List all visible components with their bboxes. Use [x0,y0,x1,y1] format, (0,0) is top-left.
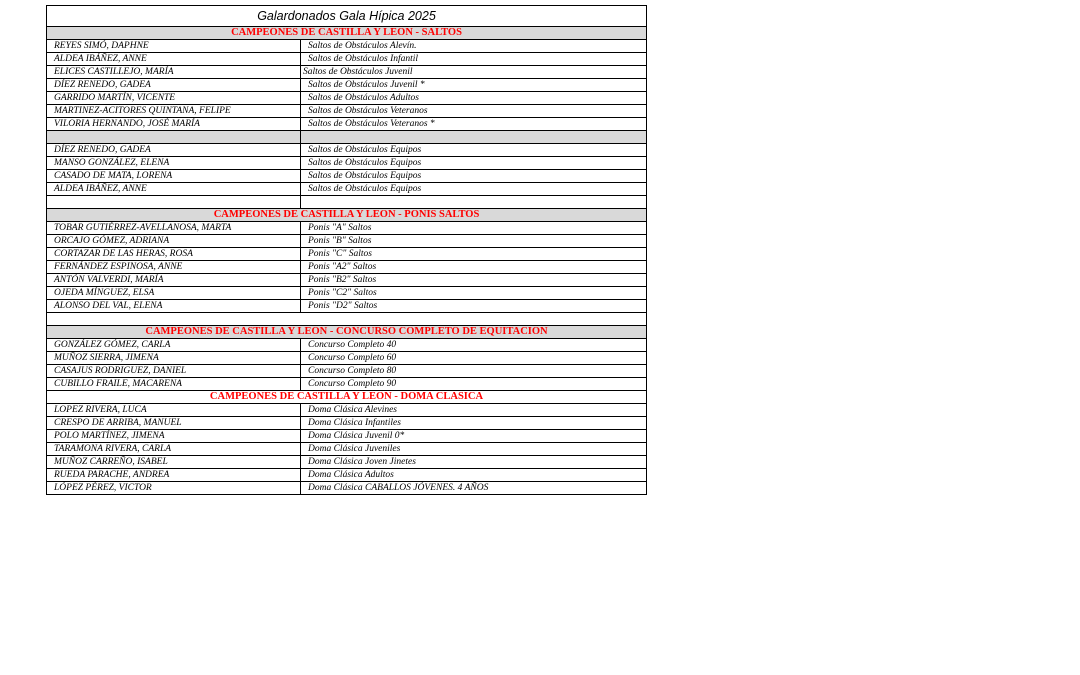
section-heading-saltos: CAMPEONES DE CASTILLA Y LEON - SALTOS [47,27,646,40]
winner-name: POLO MARTÍNEZ, JIMENA [47,430,301,442]
winner-name: CRESPO DE ARRIBA, MANUEL [47,417,301,429]
winner-name: CORTAZAR DE LAS HERAS, ROSA [47,248,301,260]
award-category: Saltos de Obstáculos Juvenil [303,67,413,77]
table-row [47,300,646,313]
winner-name: TOBAR GUTIÉRREZ-AVELLANOSA, MARTA [47,222,301,234]
award-category: Doma Clásica CABALLOS JÓVENES. 4 AÑOS [308,483,489,493]
table-row [47,417,646,430]
winner-name: OJEDA MÍNGUEZ, ELSA [47,287,301,299]
awards-table [46,5,647,495]
winner-name: MARTINEZ-ACITORES QUINTANA, FELIPE [47,105,301,117]
award-category: Ponis "C2" Saltos [308,288,377,298]
award-category: Ponis "B2" Saltos [308,275,377,285]
winner-name: CASADO DE MATA, LORENA [47,170,301,182]
table-row [47,79,646,92]
award-category: Concurso Completo 60 [308,353,397,363]
winner-name: DÍEZ RENEDO, GADEA [47,144,301,156]
winner-name: RUEDA PARACHE, ANDREA [47,469,301,481]
table-row [47,482,646,494]
winner-name: ALDEA IBÁÑEZ, ANNE [47,183,301,195]
table-row [47,235,646,248]
table-row [47,183,646,196]
award-category: Saltos de Obstáculos Alevín. [308,41,417,51]
winner-name: DÍEZ RENEDO, GADEA [47,79,301,91]
table-row [47,352,646,365]
empty-cell [301,196,646,208]
table-row [47,157,646,170]
award-category: Doma Clásica Juveniles [308,444,401,454]
empty-cell [301,131,646,143]
award-category: Ponis "B" Saltos [308,236,372,246]
table-row [47,92,646,105]
award-category: Saltos de Obstáculos Equipos [308,171,422,181]
section-heading-completo: CAMPEONES DE CASTILLA Y LEON - CONCURSO COMPLETO DE EQUITACION [47,326,646,339]
winner-name: MUÑOZ CARREÑO, ISABEL [47,456,301,468]
table-row [47,404,646,417]
table-row [47,378,646,391]
award-category: Ponis "A2" Saltos [308,262,377,272]
table-row [47,443,646,456]
award-category: Doma Clásica Joven Jinetes [308,457,416,467]
table-row [47,456,646,469]
spacer-row [47,131,646,144]
table-row [47,105,646,118]
award-category: Doma Clásica Alevines [308,405,398,415]
award-category: Concurso Completo 40 [308,340,397,350]
table-row [47,170,646,183]
award-category: Ponis "C" Saltos [308,249,372,259]
award-category: Saltos de Obstáculos Adultos [308,93,419,103]
table-row [47,40,646,53]
winner-name: VILORIA HERNANDO, JOSÉ MARÍA [47,118,301,130]
winner-name: TARAMONA RIVERA, CARLA [47,443,301,455]
award-category: Saltos de Obstáculos Veteranos [308,106,428,116]
table-row [47,66,646,79]
winner-name: GONZÁLEZ GÓMEZ, CARLA [47,339,301,351]
winner-name: CASAJUS RODRIGUEZ, DANIEL [47,365,301,377]
table-row [47,274,646,287]
table-title: Galardonados Gala Hípica 2025 [47,6,646,27]
table-row [47,469,646,482]
award-category: Concurso Completo 90 [308,379,397,389]
award-category: Ponis "D2" Saltos [308,301,378,311]
winner-name: CUBILLO FRAILE, MACARENA [47,378,301,390]
section-heading-ponis: CAMPEONES DE CASTILLA Y LEON - PONIS SALTOS [47,209,646,222]
table-row [47,261,646,274]
award-category: Concurso Completo 80 [308,366,397,376]
winner-name: ANTÓN VALVERDI, MARÍA [47,274,301,286]
winner-name: LÓPEZ PÉREZ, VICTOR [47,482,301,494]
winner-name: ALDEA IBÁÑEZ, ANNE [47,53,301,65]
award-category: Saltos de Obstáculos Juvenil * [308,80,425,90]
award-category: Saltos de Obstáculos Infantil [308,54,419,64]
award-category: Saltos de Obstáculos Equipos [308,145,422,155]
empty-cell [47,196,301,208]
winner-name: ORCAJO GÓMEZ, ADRIANA [47,235,301,247]
award-category: Doma Clásica Adultos [308,470,394,480]
award-category: Saltos de Obstáculos Veteranos * [308,119,435,129]
table-row [47,118,646,131]
winner-name: ALONSO DEL VAL, ELENA [47,300,301,312]
award-category: Saltos de Obstáculos Equipos [308,184,422,194]
spacer-row [47,313,646,326]
table-row [47,365,646,378]
section-heading-doma: CAMPEONES DE CASTILLA Y LEON - DOMA CLASICA [47,391,646,404]
winner-name: ELICES CASTILLEJO, MARÍA [47,66,301,78]
table-row [47,144,646,157]
table-row [47,339,646,352]
table-row [47,222,646,235]
winner-name: FERNÁNDEZ ESPINOSA, ANNE [47,261,301,273]
award-category: Ponis "A" Saltos [308,223,372,233]
empty-cell [47,131,301,143]
empty-cell [47,313,301,325]
winner-name: REYES SIMÓ, DAPHNE [47,40,301,52]
winner-name: LOPEZ RIVERA, LUCA [47,404,301,416]
empty-cell [301,313,646,325]
winner-name: MUÑOZ SIERRA, JIMENA [47,352,301,364]
table-row [47,430,646,443]
award-category: Doma Clásica Infantiles [308,418,401,428]
winner-name: GARRIDO MARTÍN, VICENTE [47,92,301,104]
award-category: Doma Clásica Juvenil 0* [308,431,405,441]
winner-name: MANSO GONZÁLEZ, ELENA [47,157,301,169]
table-row [47,248,646,261]
table-row [47,53,646,66]
award-category: Saltos de Obstáculos Equipos [308,158,422,168]
spacer-row [47,196,646,209]
table-row [47,287,646,300]
